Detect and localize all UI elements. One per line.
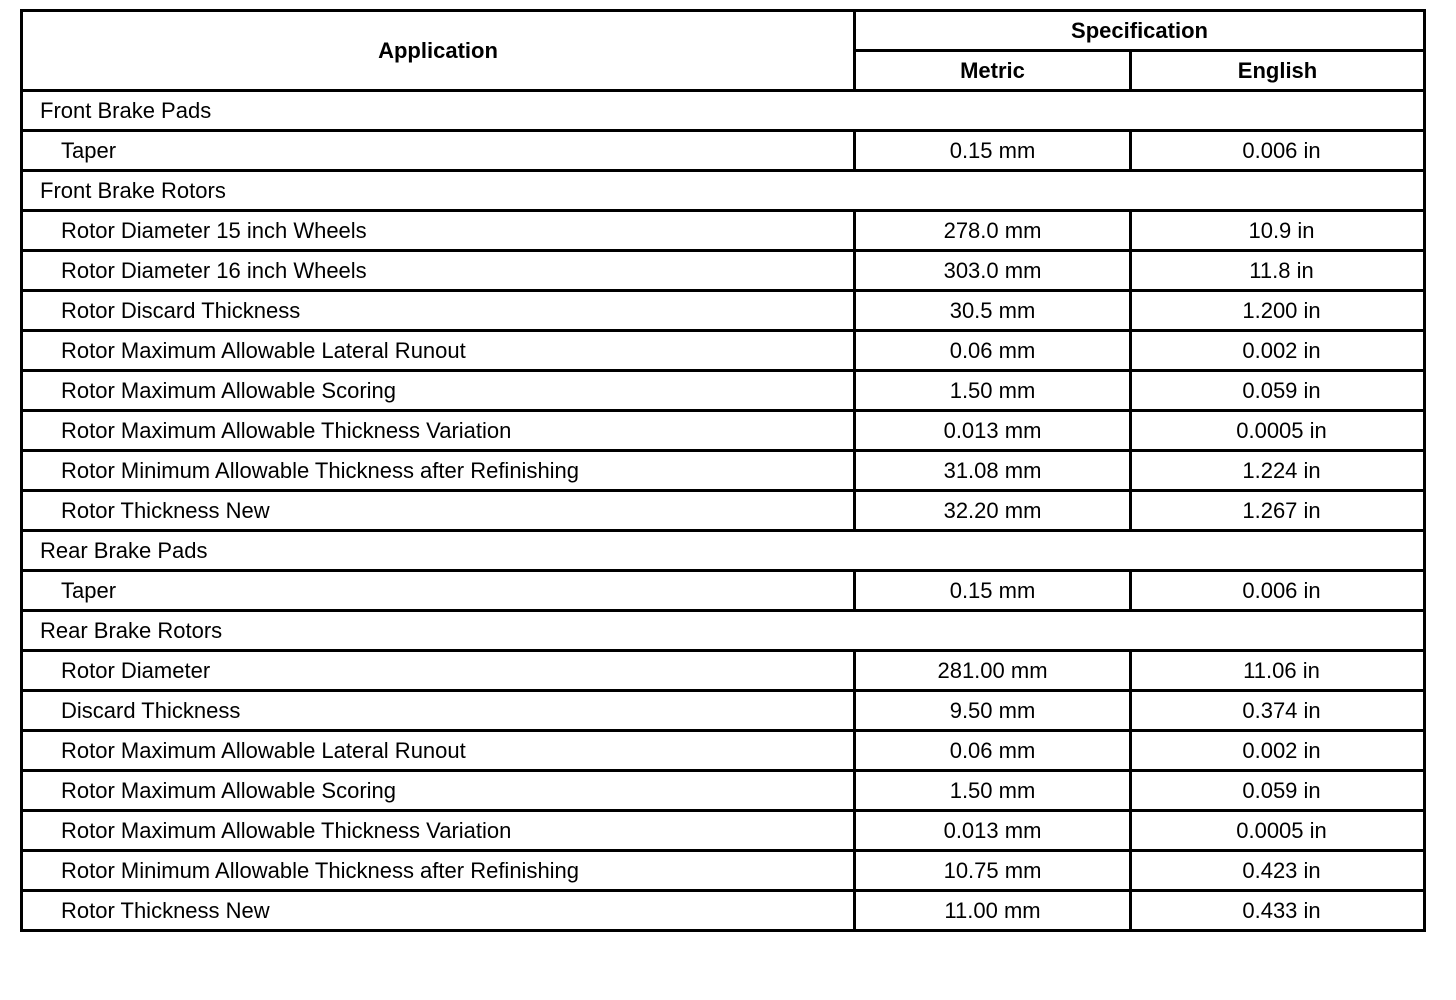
english-cell: 11.8 in bbox=[1131, 251, 1425, 291]
metric-cell: 31.08 mm bbox=[855, 451, 1131, 491]
metric-cell: 1.50 mm bbox=[855, 771, 1131, 811]
table-row bbox=[22, 571, 1425, 611]
metric-cell: 0.06 mm bbox=[855, 331, 1131, 371]
application-cell: Rotor Maximum Allowable Thickness Variation bbox=[22, 411, 855, 451]
metric-cell: 9.50 mm bbox=[855, 691, 1131, 731]
metric-cell: 32.20 mm bbox=[855, 491, 1131, 531]
application-cell: Rotor Maximum Allowable Scoring bbox=[22, 371, 855, 411]
section-title: Rear Brake Rotors bbox=[22, 611, 1425, 651]
brake-specification-table bbox=[20, 9, 1426, 932]
application-cell: Rotor Discard Thickness bbox=[22, 291, 855, 331]
application-cell: Rotor Thickness New bbox=[22, 891, 855, 931]
table-body bbox=[22, 91, 1425, 931]
table-row bbox=[22, 811, 1425, 851]
section-row bbox=[22, 611, 1425, 651]
application-cell: Rotor Diameter bbox=[22, 651, 855, 691]
metric-cell: 10.75 mm bbox=[855, 851, 1131, 891]
english-cell: 0.374 in bbox=[1131, 691, 1425, 731]
english-cell: 0.006 in bbox=[1131, 571, 1425, 611]
application-cell: Rotor Minimum Allowable Thickness after Refinishing bbox=[22, 451, 855, 491]
english-header: English bbox=[1131, 51, 1425, 91]
application-cell: Rotor Maximum Allowable Thickness Variation bbox=[22, 811, 855, 851]
english-cell: 0.059 in bbox=[1131, 371, 1425, 411]
english-cell: 1.200 in bbox=[1131, 291, 1425, 331]
table-row bbox=[22, 851, 1425, 891]
english-cell: 10.9 in bbox=[1131, 211, 1425, 251]
table-row bbox=[22, 411, 1425, 451]
section-title: Front Brake Pads bbox=[22, 91, 1425, 131]
table-row bbox=[22, 291, 1425, 331]
metric-cell: 303.0 mm bbox=[855, 251, 1131, 291]
table-row bbox=[22, 131, 1425, 171]
section-title: Rear Brake Pads bbox=[22, 531, 1425, 571]
application-cell: Rotor Thickness New bbox=[22, 491, 855, 531]
english-cell: 0.002 in bbox=[1131, 331, 1425, 371]
english-cell: 0.002 in bbox=[1131, 731, 1425, 771]
specification-header: Specification bbox=[855, 11, 1425, 51]
metric-cell: 30.5 mm bbox=[855, 291, 1131, 331]
metric-cell: 0.15 mm bbox=[855, 131, 1131, 171]
application-cell: Taper bbox=[22, 131, 855, 171]
metric-cell: 0.013 mm bbox=[855, 411, 1131, 451]
english-cell: 11.06 in bbox=[1131, 651, 1425, 691]
english-cell: 1.224 in bbox=[1131, 451, 1425, 491]
application-cell: Discard Thickness bbox=[22, 691, 855, 731]
table-row bbox=[22, 451, 1425, 491]
table-row bbox=[22, 251, 1425, 291]
table-row bbox=[22, 331, 1425, 371]
application-cell: Rotor Maximum Allowable Lateral Runout bbox=[22, 331, 855, 371]
english-cell: 0.059 in bbox=[1131, 771, 1425, 811]
section-row bbox=[22, 171, 1425, 211]
application-cell: Rotor Diameter 16 inch Wheels bbox=[22, 251, 855, 291]
english-cell: 0.0005 in bbox=[1131, 811, 1425, 851]
english-cell: 0.433 in bbox=[1131, 891, 1425, 931]
application-cell: Rotor Maximum Allowable Scoring bbox=[22, 771, 855, 811]
metric-cell: 278.0 mm bbox=[855, 211, 1131, 251]
metric-cell: 11.00 mm bbox=[855, 891, 1131, 931]
application-cell: Rotor Maximum Allowable Lateral Runout bbox=[22, 731, 855, 771]
metric-cell: 1.50 mm bbox=[855, 371, 1131, 411]
section-row bbox=[22, 91, 1425, 131]
english-cell: 1.267 in bbox=[1131, 491, 1425, 531]
english-cell: 0.006 in bbox=[1131, 131, 1425, 171]
table-row bbox=[22, 771, 1425, 811]
metric-cell: 281.00 mm bbox=[855, 651, 1131, 691]
metric-cell: 0.013 mm bbox=[855, 811, 1131, 851]
table-row bbox=[22, 691, 1425, 731]
header-row-top bbox=[22, 11, 1425, 51]
section-row bbox=[22, 531, 1425, 571]
english-cell: 0.0005 in bbox=[1131, 411, 1425, 451]
application-cell: Rotor Minimum Allowable Thickness after Refinishing bbox=[22, 851, 855, 891]
english-cell: 0.423 in bbox=[1131, 851, 1425, 891]
application-cell: Taper bbox=[22, 571, 855, 611]
table-row bbox=[22, 491, 1425, 531]
table-row bbox=[22, 891, 1425, 931]
application-cell: Rotor Diameter 15 inch Wheels bbox=[22, 211, 855, 251]
section-title: Front Brake Rotors bbox=[22, 171, 1425, 211]
table-row bbox=[22, 371, 1425, 411]
table-row bbox=[22, 211, 1425, 251]
table-row bbox=[22, 651, 1425, 691]
metric-cell: 0.15 mm bbox=[855, 571, 1131, 611]
metric-header: Metric bbox=[855, 51, 1131, 91]
application-header: Application bbox=[22, 11, 855, 91]
table-row bbox=[22, 731, 1425, 771]
metric-cell: 0.06 mm bbox=[855, 731, 1131, 771]
